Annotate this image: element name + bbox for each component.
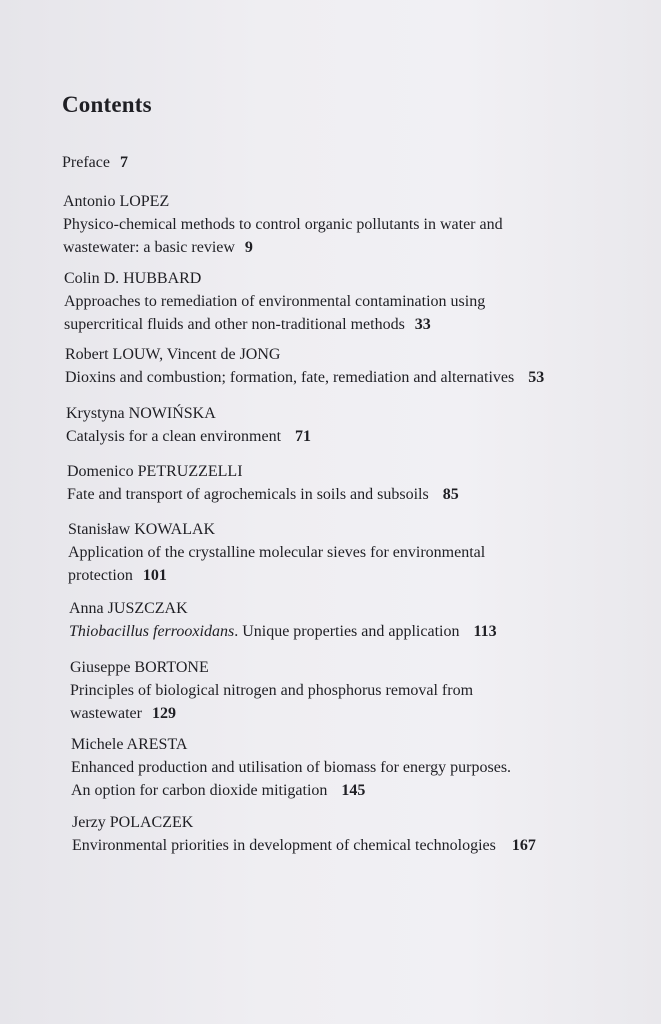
toc-entry — [72, 811, 536, 857]
toc-preface — [62, 151, 128, 174]
entry-page-number: 167 — [511, 837, 536, 854]
toc-entry — [66, 402, 311, 448]
entry-title-line: protection — [68, 567, 133, 584]
preface-label: Preface — [62, 154, 110, 171]
entry-title-line: Catalysis for a clean environment — [66, 428, 282, 445]
entry-authors: Domenico PETRUZZELLI — [67, 463, 243, 480]
entry-authors: Stanisław KOWALAK — [68, 521, 216, 538]
entry-title-line: Enhanced production and utilisation of biomass for energy purposes. — [71, 759, 512, 776]
toc-entry — [71, 733, 511, 802]
page-title: Contents — [62, 92, 152, 117]
entry-title-line: An option for carbon dioxide mitigation — [71, 782, 328, 799]
entry-title-line: supercritical fluids and other non-traditional methods — [64, 316, 405, 333]
entry-title-line: Approaches to remediation of environmental contamination using — [64, 293, 486, 310]
entry-page-number: 53 — [528, 369, 545, 386]
preface-page-number: 7 — [119, 154, 128, 171]
entry-page-number: 71 — [295, 428, 312, 445]
entry-title-line: wastewater — [70, 705, 142, 722]
entry-page-number: 129 — [151, 705, 176, 722]
entry-title-line: Fate and transport of agrochemicals in soils and subsoils — [67, 486, 429, 503]
entry-authors: Giuseppe BORTONE — [70, 659, 209, 676]
entry-title-line: Dioxins and combustion; formation, fate, remediation and alternatives — [65, 369, 515, 386]
entry-title-line: wastewater: a basic review — [63, 239, 235, 256]
entry-authors: Michele ARESTA — [71, 736, 188, 753]
toc-entry — [69, 597, 497, 643]
entry-title-italic: Thiobacillus ferrooxidans — [69, 623, 235, 640]
entry-authors: Antonio LOPEZ — [63, 193, 170, 210]
entry-page-number: 145 — [341, 782, 366, 799]
entry-authors: Krystyna NOWIŃSKA — [66, 405, 216, 422]
entry-page-number: 101 — [142, 567, 167, 584]
entry-page-number: 33 — [414, 316, 431, 333]
entry-title-line: . Unique properties and application — [234, 623, 460, 640]
entry-authors: Robert LOUW, Vincent de JONG — [65, 346, 281, 363]
toc-entry — [63, 190, 503, 259]
entry-authors: Colin D. HUBBARD — [64, 270, 202, 287]
entry-title-line: Principles of biological nitrogen and phosphorus removal from — [70, 682, 474, 699]
entry-title-line: Physico-chemical methods to control organic pollutants in water and — [63, 216, 503, 233]
entry-page-number: 9 — [244, 239, 253, 256]
entry-page-number: 85 — [442, 486, 459, 503]
toc-entry — [70, 656, 473, 725]
entry-title-line: Application of the crystalline molecular sieves for environmental — [68, 544, 486, 561]
entry-page-number: 113 — [473, 623, 497, 640]
entry-authors: Anna JUSZCZAK — [69, 600, 188, 617]
entry-authors: Jerzy POLACZEK — [72, 814, 194, 831]
toc-entry — [67, 460, 459, 506]
entry-title-line: Environmental priorities in development of chemical technologies — [72, 837, 496, 854]
toc-entry — [64, 267, 485, 336]
toc-entry — [65, 343, 544, 389]
toc-entry — [68, 518, 485, 587]
